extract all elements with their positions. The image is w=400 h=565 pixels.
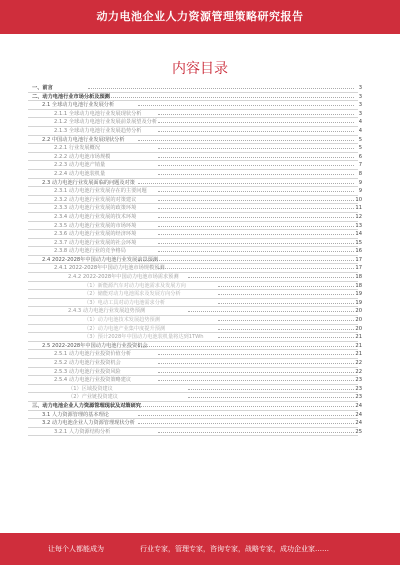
toc-leader-dots [158,208,354,209]
toc-entry-page: 23 [355,385,362,392]
toc-entry[interactable] [28,153,362,162]
toc-entry[interactable] [28,419,362,428]
toc-entry-page: 16 [355,248,362,255]
toc-leader-dots [158,174,354,175]
toc-entry-page: 19 [355,299,362,306]
toc-entry-page: 3 [358,110,362,117]
footer-slogan: 让每个人都能成为 [48,545,104,553]
toc-entry-title: 2.3.2 动力电池行业发展的对策建议 [54,196,137,203]
toc-entry-page: 24 [355,411,362,418]
toc-entry-page: 21 [355,351,362,358]
toc-entry-title: 2.2.1 行业发展概况 [54,145,100,152]
footer-tagline: 行业专家，管理专家，咨询专家，战略专家，成功企业家…… [140,545,329,553]
page-footer [0,533,400,565]
toc-entry-page: 23 [355,394,362,401]
toc-entry-page: 4 [358,119,362,126]
toc-leader-dots [158,191,354,192]
toc-entry-page: 18 [355,274,362,281]
toc-entry-page: 7 [358,162,362,169]
toc-entry[interactable] [28,204,362,213]
toc-entry-title: 2.1 全球动力电池行业发展分析 [42,102,115,109]
toc-entry-title: 2.3.4 动力电池行业发展的技术环境 [54,213,137,220]
toc-entry[interactable] [28,161,362,170]
toc-leader-dots [158,363,354,364]
toc-entry-page: 20 [355,317,362,324]
toc-entry[interactable] [28,118,362,127]
toc-entry-page: 14 [355,231,362,238]
toc-entry-page: 3 [358,102,362,109]
toc-entry-title: 一、前言 [32,85,53,91]
toc-leader-dots [158,372,354,373]
toc-leader-dots [188,389,354,390]
toc-entry[interactable] [28,127,362,136]
toc-entry[interactable] [28,110,362,119]
toc-entry[interactable] [28,101,362,110]
toc-entry-title: 2.5.3 动力电池行业投资风险 [54,368,121,375]
toc-entry[interactable] [28,359,362,368]
toc-entry[interactable] [28,247,362,256]
toc-entry-page: 22 [355,368,362,375]
toc-entry[interactable] [28,402,362,411]
toc-entry-title: 2.3.8 动力电池行业的竞争格局 [54,248,126,255]
toc-entry-page: 3 [358,93,362,100]
toc-entry[interactable] [28,350,362,359]
toc-entry-title: 2.2.2 动力电池市场规模 [54,153,111,160]
toc-entry-page: 17 [355,256,362,263]
toc-leader-dots [158,165,354,166]
toc-entry-page: 15 [355,239,362,246]
toc-entry[interactable] [28,179,362,188]
toc-leader-dots [158,268,354,269]
toc-entry-page: 10 [355,196,362,203]
toc-entry-title: 2.4.3 动力电池行业发展趋势预测 [68,308,146,315]
toc-entry[interactable] [28,264,362,273]
toc-entry-title: 2.1.1 全球动力电池行业发展现状分析 [54,110,142,117]
toc-entry-page: 12 [355,213,362,220]
toc-leader-dots [158,354,354,355]
toc-entry-title: 2.4 2022-2028年中国动力电池行业发展前景预测 [42,256,158,263]
toc-entry-title: 三、动力电池企业人力资源管理现状及对策研究 [32,402,141,409]
toc-entry-page: 11 [355,205,362,212]
toc-entry-page: 22 [355,360,362,366]
toc-leader-dots [138,183,354,184]
toc-entry-title: （2）储能对动力电池需求及发展方向分析 [84,291,181,298]
toc-entry[interactable] [28,411,362,420]
toc-entry-page: 21 [355,342,362,349]
toc-entry-title: 3.1 人力资源管理的基本理论 [42,411,109,418]
toc-leader-dots [158,114,354,115]
toc-leader-dots [138,423,354,424]
toc-leader-dots [158,157,354,158]
toc-leader-dots [218,286,354,287]
toc-entry-title: 2.3.6 动力电池行业发展的经济环境 [54,231,137,238]
toc-entry-page: 4 [358,127,362,134]
toc-entry-title: 2.3.1 动力电池行业发展存在的主要问题 [54,188,147,195]
toc-entry-title: 2.2.4 动力电池装机量 [54,170,106,177]
toc-entry[interactable] [28,342,362,351]
toc-entry-page: 13 [355,222,362,229]
toc-entry-page: 3 [358,85,362,91]
toc-leader-dots [218,303,354,304]
toc-entry[interactable] [28,170,362,179]
toc-entry[interactable] [28,385,362,394]
toc-leader-dots [158,131,354,132]
toc-entry-title: 2.5 2022-2028年中国动力电池行业投资机会 [42,342,148,349]
toc-entry-title: 二、动力电池行业市场分析及预测 [32,93,110,100]
toc-leader-dots [158,217,354,218]
toc-entry-title: （2）动力电池产业集中度提升预测 [84,325,166,332]
toc-entry-page: 24 [355,420,362,427]
toc-entry[interactable] [28,93,362,102]
toc-entry-page: 21 [355,334,362,341]
toc-entry-page: 20 [355,325,362,332]
toc-entry-title: 2.5.2 动力电池行业投资机会 [54,360,121,366]
toc-leader-dots [158,234,354,235]
toc-entry-title: 2.3.3 动力电池行业发展的政策环境 [54,205,137,212]
toc-entry-page: 24 [355,402,362,409]
toc-entry-page: 19 [355,291,362,298]
toc-entry-title: （1）区域投资建议 [68,385,113,392]
toc-entry-title: 2.2 中国动力电池行业发展现状分析 [42,136,125,143]
toc-entry-title: 2.5.4 动力电池行业投资策略建议 [54,377,132,384]
toc-entry-title: 2.5.1 动力电池行业投资价值分析 [54,351,132,358]
toc-leader-dots [158,243,354,244]
toc-entry[interactable] [28,196,362,205]
toc-leader-dots [138,346,354,347]
toc-entry[interactable] [28,307,362,316]
toc-entry-title: （2）产业链投资建议 [68,394,118,401]
toc-entry-page: 9 [358,179,362,186]
table-of-contents [28,84,362,436]
toc-entry-page: 5 [358,145,362,152]
toc-entry[interactable] [28,230,362,239]
toc-entry-page: 20 [355,308,362,315]
toc-entry[interactable] [28,393,362,402]
page-header [0,0,400,34]
toc-entry[interactable] [28,299,362,308]
toc-leader-dots [158,380,354,381]
toc-entry[interactable] [28,325,362,334]
toc-entry-title: （1）新能源汽车对动力电池需求及发展方向 [84,282,186,289]
toc-leader-dots [158,200,354,201]
toc-entry[interactable] [28,144,362,153]
toc-leader-dots [218,337,354,338]
toc-entry[interactable] [28,290,362,299]
toc-entry[interactable] [28,213,362,222]
toc-leader-dots [158,148,354,149]
toc-entry[interactable] [28,136,362,145]
toc-leader-dots [188,277,354,278]
toc-entry-title: 2.2.3 动力电池产销量 [54,162,106,169]
toc-leader-dots [188,311,354,312]
toc-entry-page: 9 [358,188,362,195]
toc-entry-title: （3）电动工具对动力电池需求分析 [84,299,166,306]
toc-entry[interactable] [28,368,362,377]
toc-entry-title: 2.3.5 动力电池行业发展的市场环境 [54,222,137,229]
toc-leader-dots [138,415,354,416]
toc-entry[interactable] [28,84,362,93]
toc-entry[interactable] [28,282,362,291]
toc-leader-dots [158,251,354,252]
toc-entry[interactable] [28,316,362,325]
toc-leader-dots [188,397,354,398]
toc-entry[interactable] [28,273,362,282]
toc-entry-title: 2.1.3 全球动力电池行业发展趋势分析 [54,127,142,134]
toc-leader-dots [138,105,354,106]
toc-leader-dots [218,320,354,321]
toc-entry[interactable] [28,239,362,248]
toc-entry-page: 5 [358,136,362,143]
toc-leader-dots [138,260,354,261]
toc-leader-dots [158,226,354,227]
toc-leader-dots [218,294,354,295]
toc-entry-page: 23 [355,377,362,384]
toc-entry-page: 17 [355,265,362,272]
toc-entry-page: 25 [355,428,362,435]
toc-entry-title: （3）预计2028年中国动力电池装机量将达到1TWh [84,334,204,341]
toc-entry-title: （1）动力电池技术发展趋势预测 [84,317,160,324]
toc-entry-title: 2.4.2 2022-2028年中国动力电池市场需求预测 [68,274,179,281]
toc-entry-title: 2.3 动力电池行业发展面临的问题及对策 [42,179,135,186]
toc-entry[interactable] [28,256,362,265]
toc-leader-dots [218,329,354,330]
toc-entry[interactable] [28,187,362,196]
toc-entry-title: 2.1.2 全球动力电池行业发展前景展望及分析 [54,119,158,126]
toc-entry[interactable] [28,376,362,385]
toc-entry-page: 8 [358,170,362,177]
toc-leader-dots [158,122,354,123]
toc-entry[interactable] [28,222,362,231]
toc-entry[interactable] [28,333,362,342]
toc-heading: 内容目录 [172,61,228,77]
report-title: 动力电池企业人力资源管理策略研究报告 [96,10,304,23]
toc-leader-dots [158,432,354,433]
toc-entry-title: 3.2 动力电池企业人力资源管理现状分析 [42,420,135,427]
toc-entry-title: 2.3.7 动力电池行业发展的社会环境 [54,239,137,246]
toc-entry-title: 3.2.1 人力资源结构分析 [54,428,111,435]
toc-leader-dots [138,140,354,141]
toc-entry[interactable] [28,428,362,437]
toc-entry-title: 2.4.1 2022-2028年中国动力电池市场规模预测 [54,265,165,272]
toc-leader-dots [88,97,354,98]
toc-entry-page: 6 [358,153,362,160]
toc-entry-page: 18 [355,282,362,289]
toc-leader-dots [88,88,354,89]
